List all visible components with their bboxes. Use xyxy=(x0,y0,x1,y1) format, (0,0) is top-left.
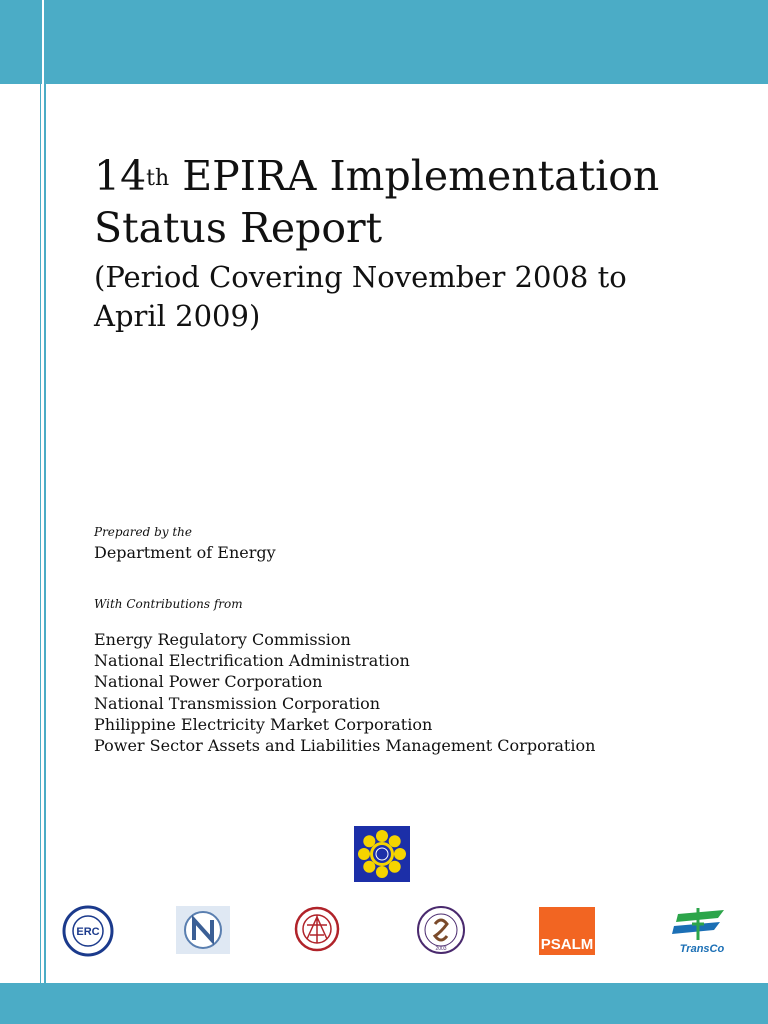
contributions-label: With Contributions from xyxy=(94,597,243,611)
transco-logo xyxy=(668,904,734,962)
contributor-item: Power Sector Assets and Liabilities Management Corporation xyxy=(94,736,596,756)
title-ordinal: th xyxy=(146,166,170,191)
top-band xyxy=(0,0,768,84)
margin-rule-blue xyxy=(44,84,46,983)
psalm-logo xyxy=(539,907,595,959)
contributor-item: National Electrification Administration xyxy=(94,651,410,671)
top-band-corner xyxy=(0,0,44,84)
psalm-text: PSALM xyxy=(540,936,594,953)
erc-logo xyxy=(62,905,114,961)
pemc-logo xyxy=(413,906,469,958)
contributor-item: National Transmission Corporation xyxy=(94,693,381,713)
bottom-band xyxy=(0,983,768,1024)
npc-logo xyxy=(293,905,341,957)
contributor-item: Energy Regulatory Commission xyxy=(94,630,351,649)
report-title xyxy=(94,150,734,254)
transco-text: TransCo xyxy=(679,943,725,955)
contributor-item: National Power Corporation xyxy=(94,672,323,692)
doe-logo xyxy=(354,826,410,882)
nea-logo xyxy=(176,906,230,958)
pemc-year: 2003 xyxy=(435,946,447,952)
erc-logo-text: ERC xyxy=(76,926,100,938)
prepared-label: Prepared by the xyxy=(94,525,193,539)
margin-rule-left xyxy=(40,84,41,983)
title-text: EPIRA Implementation Status Report xyxy=(94,152,660,252)
title-number: 14 xyxy=(94,152,147,200)
prepared-by-org: Department of Energy xyxy=(94,543,276,562)
contributor-item: Philippine Electricity Market Corporation xyxy=(94,714,433,734)
report-period: (Period Covering November 2008 to April 2009) xyxy=(94,260,627,333)
contributors-list xyxy=(94,629,595,756)
